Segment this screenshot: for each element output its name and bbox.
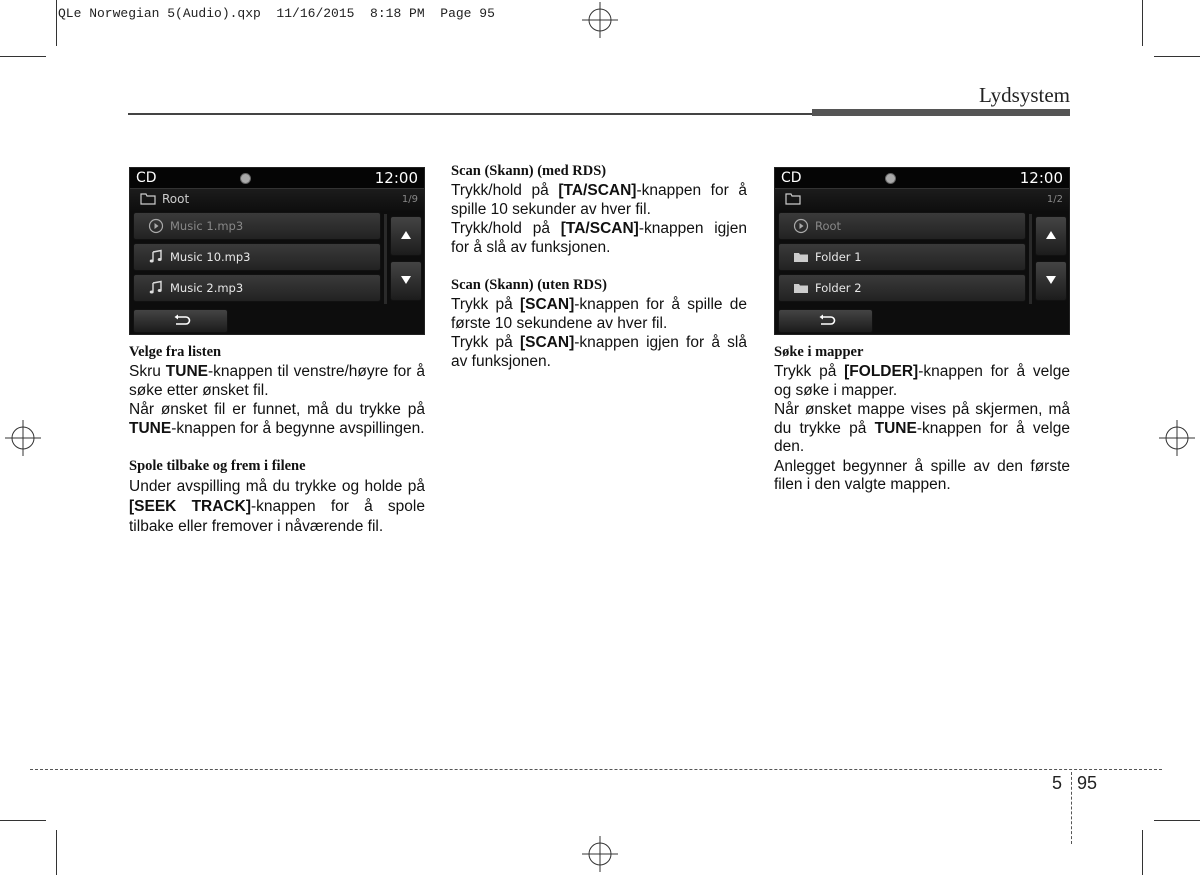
list-item-label: Root (815, 219, 842, 233)
arrow-down-icon (1045, 275, 1057, 285)
print-slug: QLe Norwegian 5(Audio).qxp 11/16/2015 8:18 PM Page 95 (58, 6, 495, 21)
list-item[interactable] (778, 212, 1026, 240)
column-middle (451, 162, 747, 372)
list-item-label: Folder 2 (815, 281, 862, 295)
screen-path-bar (775, 189, 1069, 211)
back-button[interactable] (778, 309, 873, 333)
screen-path-label: Root (162, 192, 190, 206)
screen-clock: 12:00 (1019, 169, 1063, 187)
music-note-icon (148, 249, 164, 265)
folder-icon (793, 280, 809, 296)
screen-title: CD (781, 170, 802, 186)
crop-mark (0, 56, 46, 57)
play-circle-icon (793, 218, 809, 234)
crop-mark (1154, 56, 1200, 57)
list-item[interactable] (778, 274, 1026, 302)
section-heading: Velge fra listen (129, 344, 222, 360)
list-item-label: Folder 1 (815, 250, 862, 264)
crop-mark (1142, 830, 1143, 875)
registration-mark-icon (1159, 420, 1195, 456)
back-arrow-icon (818, 314, 836, 328)
arrow-up-icon (400, 230, 412, 240)
screen-title: CD (136, 170, 157, 186)
crop-mark (0, 820, 46, 821)
screen-page-counter: 1/9 (401, 194, 418, 205)
list-item[interactable] (133, 274, 381, 302)
paragraph: Trykk på [FOLDER]-knappen for å velge og søke i mapper. (774, 363, 1070, 399)
screen-status-bar (775, 168, 1069, 189)
paragraph: Anlegget begynner å spille av den første filen i den valgte mappen. (774, 457, 1070, 493)
back-button[interactable] (133, 309, 228, 333)
crop-mark (56, 0, 57, 46)
music-note-icon (148, 280, 164, 296)
scroll-up-button[interactable] (1035, 216, 1067, 256)
screen-status-bar (130, 168, 424, 189)
cd-file-list-screen (129, 167, 425, 335)
screen-path-bar (130, 189, 424, 211)
scrollbar[interactable] (1029, 214, 1032, 304)
folder-open-icon (785, 193, 801, 205)
scroll-up-button[interactable] (390, 216, 422, 256)
back-arrow-icon (173, 314, 191, 328)
scrollbar[interactable] (384, 214, 387, 304)
section-heading: Scan (Skann) (uten RDS) (451, 277, 607, 293)
cd-folder-list-screen (774, 167, 1070, 335)
registration-mark-icon (5, 420, 41, 456)
registration-mark-icon (582, 2, 618, 38)
crop-mark (1142, 0, 1143, 46)
section-heading: Scan (Skann) (med RDS) (451, 163, 607, 179)
list-item[interactable] (133, 212, 381, 240)
crop-mark (1154, 820, 1200, 821)
scroll-down-button[interactable] (390, 261, 422, 301)
folder-icon (793, 249, 809, 265)
paragraph: Trykk på [SCAN]-knappen igjen for å slå av funksjonen. (451, 334, 747, 370)
paragraph: Trykk/hold på [TA/SCAN]-knappen for å spille 10 sekunder av hver fil. (451, 182, 747, 218)
screen-clock: 12:00 (374, 169, 418, 187)
paragraph: Når ønsket fil er funnet, må du trykke på TUNE-knappen for å begynne avspillingen. (129, 401, 425, 437)
paragraph: Trykk/hold på [TA/SCAN]-knappen igjen for å slå av funksjonen. (451, 220, 747, 256)
screen-page-counter: 1/2 (1046, 194, 1063, 205)
scroll-down-button[interactable] (1035, 261, 1067, 301)
column-left (129, 343, 425, 538)
header-rule (128, 113, 812, 115)
chapter-number: 5 (1052, 773, 1063, 793)
list-item-label: Music 10.mp3 (170, 250, 251, 264)
section-heading: Spole tilbake og frem i filene (129, 458, 306, 474)
registration-mark-icon (582, 836, 618, 872)
arrow-down-icon (400, 275, 412, 285)
crop-mark (56, 830, 57, 875)
paragraph: Under avspilling må du trykke og holde på [SEEK TRACK]-knappen for å spole tilbake eller fremover i nåværende fil. (129, 478, 425, 535)
play-circle-icon (148, 218, 164, 234)
column-right (774, 343, 1070, 496)
arrow-up-icon (1045, 230, 1057, 240)
page-number: 95 (1077, 773, 1098, 793)
paragraph: Trykk på [SCAN]-knappen for å spille de første 10 sekundene av hver fil. (451, 296, 747, 332)
list-item-label: Music 1.mp3 (170, 219, 244, 233)
disc-icon (885, 173, 896, 184)
disc-icon (240, 173, 251, 184)
section-heading: Søke i mapper (774, 344, 864, 360)
list-item[interactable] (778, 243, 1026, 271)
footer-divider (1071, 772, 1072, 844)
header-rule-accent (812, 109, 1070, 116)
footer-rule (30, 769, 1162, 770)
paragraph: Når ønsket mappe vises på skjermen, må du trykke på TUNE-knappen for å velge den. (774, 401, 1070, 455)
running-header: Lydsystem (978, 83, 1070, 107)
list-item-label: Music 2.mp3 (170, 281, 244, 295)
paragraph: Skru TUNE-knappen til venstre/høyre for å søke etter ønsket fil. (129, 363, 425, 399)
folder-open-icon (140, 193, 156, 205)
list-item[interactable] (133, 243, 381, 271)
